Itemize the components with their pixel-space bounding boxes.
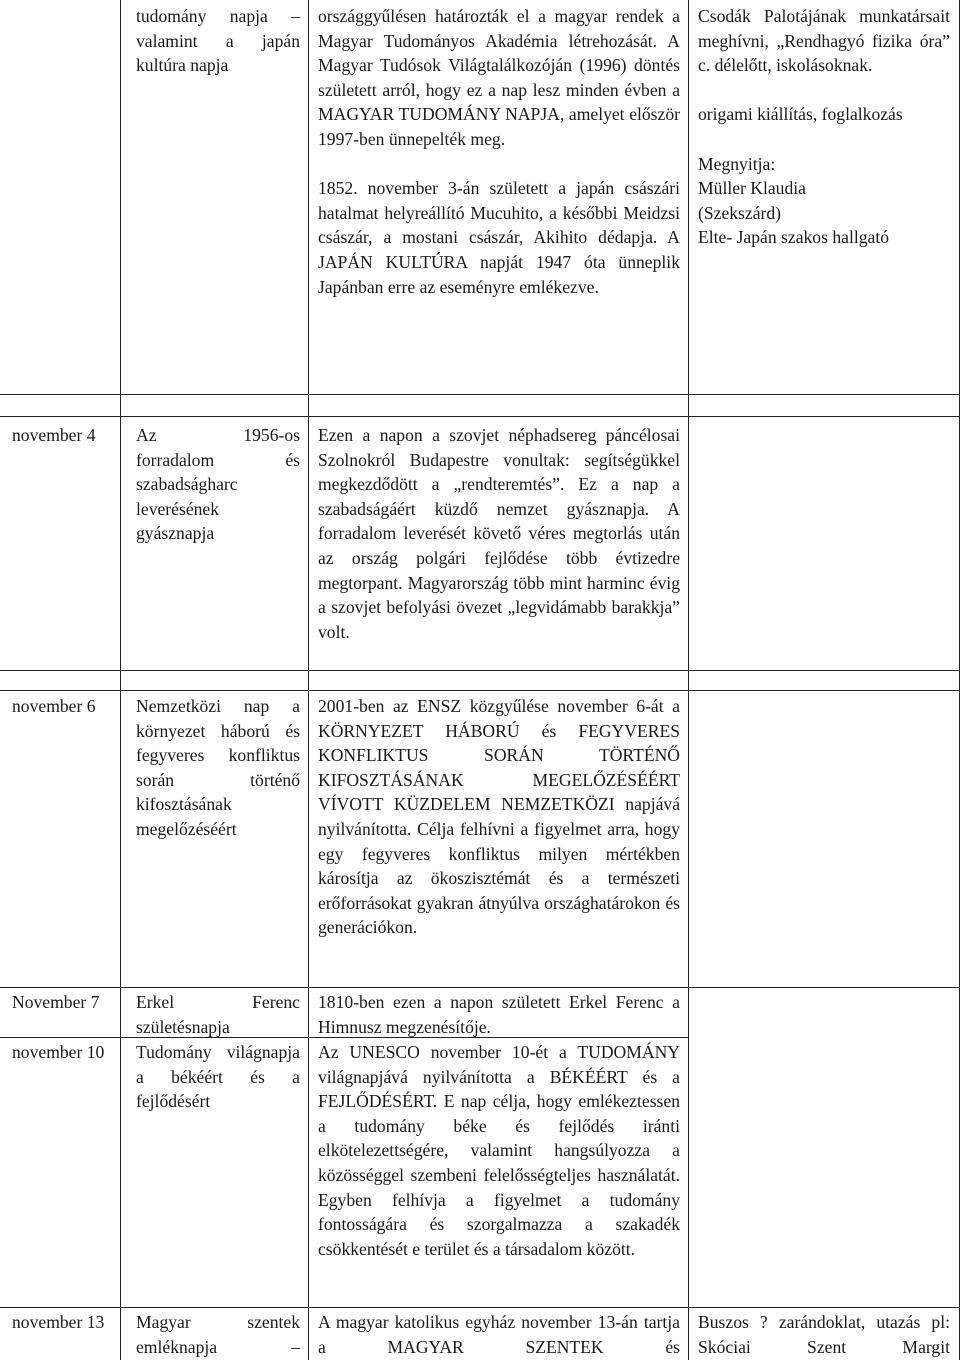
row4-description-a: 1810-ben ezen a napon született Erkel Ferenc a Himnusz megzenésítője.: [318, 992, 680, 1037]
row4-description-b: Az UNESCO november 10-ét a TUDOMÁNY világnapjává nyilvánította a BÉKÉÉRT és a FEJLŐDÉSÉRT. E nap célja, hogy emlékeztessen a tudomány béke és fejlődés iránti elkötelezettségére, valamint hangsúlyozza a közösséggel szembeni felelősségteljes használatát. Egyben felhívja a figyelmet a tudomány fontosságára és szorgalmazza a szakadék csökkentését e terület és a társadalom között.: [318, 1042, 680, 1259]
row2-date: november 4: [12, 425, 96, 445]
row-line: [0, 670, 960, 671]
row5-program: Buszos ? zarándoklat, utazás pl: Skóciai Szent Margit: [698, 1312, 950, 1357]
row-line: [0, 1307, 960, 1308]
row-line: [0, 394, 960, 395]
row3-description: 2001-ben az ENSZ közgyűlése november 6-át a KÖRNYEZET HÁBORÚ és FEGYVERES KONFLIKTUS SORÁN TÖRTÉNŐ KIFOSZTÁSÁNAK MEGELŐZÉSÉÉRT VÍVOTT KÜZDELEM NEMZETKÖZI napjává nyilvánította. Célja felhívni a figyelmet arra, hogy egy fegyveres konfliktus milyen mértékben károsítja az ökoszisztémát és a természeti erőforrásokat gyakran átnyúlva országhatárokon és generációkon.: [318, 696, 680, 938]
row5-date: november 13: [12, 1312, 105, 1332]
row2-name: Az 1956-os forradalom és szabadságharc leverésének gyásznapja: [136, 425, 300, 544]
row1-program: Csodák Palotájának munkatársait meghívni, „Rendhagyó fizika óra” c. délelőtt, iskolásoknak. origami kiállítás, foglalkozás Megnyitja: Müller Klaudia (Szekszárd) Elte- Japán szakos hallgató: [698, 6, 950, 248]
row-line: [0, 416, 960, 417]
row-line: [0, 987, 960, 988]
row2-description: Ezen a napon a szovjet néphadsereg páncélosai Szolnokról Budapestre vonultak: segítségükkel megkezdődött a „rendteremtés”. Ez a nap a szabadságáért küzdő nemzet gyásznapja. A forradalom leverését követő véres megtorlás után az ország polgári fejlődése több évtizedre megtorpant. Magyarország több mint harminc évig a szovjet befolyási övezet „legvidámabb barakkja” volt.: [318, 425, 680, 642]
row5-name: Magyar szentek emléknapja –: [136, 1312, 300, 1357]
row1-name: tudomány napja – valamint a japán kultúra napja: [136, 6, 300, 76]
row4-name-b: Tudomány világnapja a békéért és a fejlődésért: [136, 1042, 300, 1112]
row5-description: A magyar katolikus egyház november 13-án tartja a MAGYAR SZENTEK és: [318, 1312, 680, 1357]
row3-date: november 6: [12, 696, 96, 716]
column-line: [308, 0, 309, 1360]
row4-name-a: Erkel Ferenc születésnapja: [136, 992, 300, 1037]
row4-date-b: november 10: [12, 1042, 105, 1062]
row-line: [0, 690, 960, 691]
column-line: [120, 0, 121, 1360]
row3-name: Nemzetközi nap a környezet háború és fegyveres konfliktus során történő kifosztásának megelőzéséért: [136, 696, 300, 839]
row1-description: országgyűlésen határozták el a magyar rendek a Magyar Tudományos Akadémia létrehozását. A Magyar Tudósok Világtalálkozóján (1996) döntés született arról, hogy ez a nap lesz minden évben a MAGYAR TUDOMÁNY NAPJA, amelyet először 1997-ben ünnepelték meg. 1852. november 3-án született a japán császári hatalmat helyreállító Mucuhito, a későbbi Meidzsi császár, a mostani császár, Akihito dédapja. A JAPÁN KULTÚRA napját 1947 óta ünneplik Japánban erre az eseményre emlékezve.: [318, 6, 680, 297]
row4-date-a: November 7: [12, 992, 100, 1012]
column-line: [688, 0, 689, 1360]
